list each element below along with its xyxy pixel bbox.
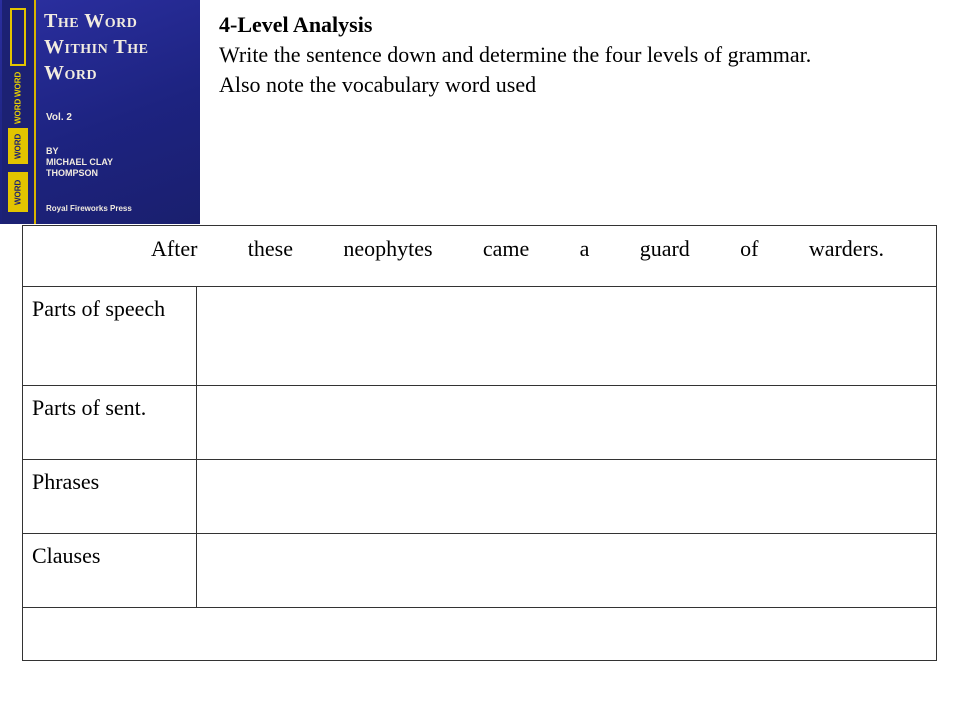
book-author-line: BY	[46, 146, 59, 156]
sentence-word: warders.	[808, 236, 884, 261]
spine-decoration	[10, 8, 26, 66]
vocabulary-cell[interactable]	[23, 608, 937, 661]
spine-label: WORD	[13, 71, 23, 97]
row-label-parts-of-speech: Parts of speech	[23, 287, 197, 386]
table-row	[23, 386, 937, 460]
sentence-word: these	[247, 236, 293, 261]
page-title: 4-Level Analysis	[219, 12, 373, 37]
book-author-line: MICHAEL CLAY	[46, 157, 114, 167]
book-title-line: The Word	[44, 10, 138, 32]
book-cover-image	[0, 0, 200, 224]
sentence-word: of	[740, 236, 759, 261]
table-row	[23, 287, 937, 386]
book-volume: Vol. 2	[46, 112, 72, 123]
book-publisher: Royal Fireworks Press	[46, 204, 132, 213]
book-author	[46, 146, 196, 179]
spine-label: WORD	[13, 98, 23, 124]
book-title	[44, 8, 200, 86]
spine-label: WORD	[8, 128, 28, 164]
answer-cell-parts-of-sentence[interactable]	[197, 386, 937, 460]
table-row	[23, 608, 937, 661]
sentence-word: guard	[639, 236, 690, 261]
sentence-word: neophytes	[343, 236, 433, 261]
book-title-line: Word	[44, 62, 98, 84]
row-label-parts-of-sentence: Parts of sent.	[23, 386, 197, 460]
book-title-line: Within The	[44, 36, 149, 58]
sentence-word: came	[482, 236, 530, 261]
instruction-line: Write the sentence down and determine the four levels of grammar.	[219, 42, 812, 67]
instructions	[219, 10, 949, 100]
answer-cell-phrases[interactable]	[197, 460, 937, 534]
row-label-clauses: Clauses	[23, 534, 197, 608]
spine-label: WORD	[8, 172, 28, 212]
answer-cell-parts-of-speech[interactable]	[197, 287, 937, 386]
sentence	[23, 226, 936, 262]
row-label-phrases: Phrases	[23, 460, 197, 534]
book-author-line: THOMPSON	[46, 168, 99, 178]
table-row	[23, 534, 937, 608]
sentence-word: After	[151, 236, 198, 261]
book-spine	[2, 0, 36, 224]
instruction-line: Also note the vocabulary word used	[219, 72, 537, 97]
answer-cell-clauses[interactable]	[197, 534, 937, 608]
table-row	[23, 460, 937, 534]
analysis-table	[22, 225, 937, 661]
sentence-word: a	[579, 236, 590, 261]
sentence-cell	[23, 226, 937, 287]
